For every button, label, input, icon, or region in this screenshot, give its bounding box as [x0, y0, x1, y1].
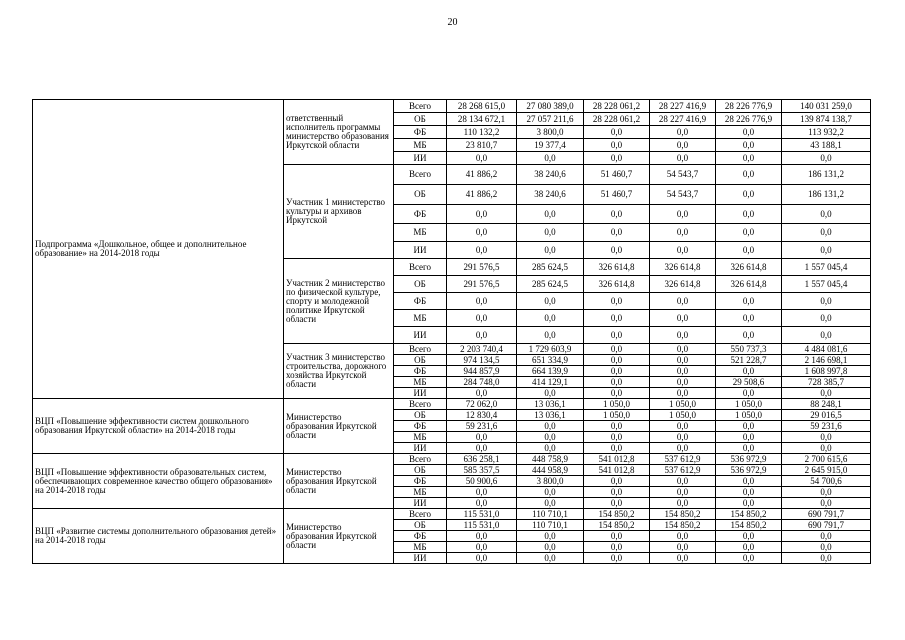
- funding-source-cell: ФБ: [394, 531, 447, 542]
- year-value-cell: 0,0: [716, 165, 782, 185]
- funding-source-cell: ОБ: [394, 355, 447, 366]
- year-value-cell: 0,0: [650, 553, 716, 564]
- table-row: [33, 509, 871, 520]
- year-value-cell: 0,0: [584, 327, 650, 344]
- total-value-cell: 0,0: [782, 531, 871, 542]
- year-value-cell: 284 748,0: [447, 377, 517, 388]
- year-value-cell: 636 258,1: [447, 454, 517, 465]
- program-name-cell: ВЦП «Развитие системы дополнительного образования детей» на 2014-2018 годы: [33, 509, 284, 564]
- funding-source-cell: ФБ: [394, 421, 447, 432]
- total-value-cell: 0,0: [782, 205, 871, 224]
- year-value-cell: 0,0: [584, 542, 650, 553]
- funding-source-cell: МБ: [394, 377, 447, 388]
- total-value-cell: 186 131,2: [782, 185, 871, 205]
- year-value-cell: 944 857,9: [447, 366, 517, 377]
- year-value-cell: 154 850,2: [716, 520, 782, 531]
- year-value-cell: 27 057 211,6: [517, 113, 584, 126]
- year-value-cell: 19 377,4: [517, 139, 584, 152]
- year-value-cell: 0,0: [447, 310, 517, 327]
- total-value-cell: 1 557 045,4: [782, 259, 871, 276]
- total-value-cell: 0,0: [782, 388, 871, 399]
- total-value-cell: 59 231,6: [782, 421, 871, 432]
- year-value-cell: 0,0: [650, 388, 716, 399]
- funding-source-cell: ФБ: [394, 293, 447, 310]
- year-value-cell: 0,0: [650, 293, 716, 310]
- budget-table: [32, 99, 871, 564]
- year-value-cell: 0,0: [650, 487, 716, 498]
- year-value-cell: 664 139,9: [517, 366, 584, 377]
- total-value-cell: 43 188,1: [782, 139, 871, 152]
- year-value-cell: 28 227 416,9: [650, 100, 716, 113]
- year-value-cell: 28 226 776,9: [716, 100, 782, 113]
- year-value-cell: 0,0: [584, 553, 650, 564]
- year-value-cell: 0,0: [716, 476, 782, 487]
- year-value-cell: 0,0: [650, 366, 716, 377]
- year-value-cell: 291 576,5: [447, 276, 517, 293]
- year-value-cell: 0,0: [447, 242, 517, 259]
- year-value-cell: 1 050,0: [584, 410, 650, 421]
- year-value-cell: 154 850,2: [584, 520, 650, 531]
- funding-source-cell: МБ: [394, 224, 447, 242]
- year-value-cell: 536 972,9: [716, 465, 782, 476]
- year-value-cell: 54 543,7: [650, 165, 716, 185]
- year-value-cell: 110 710,1: [517, 520, 584, 531]
- year-value-cell: 0,0: [584, 293, 650, 310]
- year-value-cell: 28 134 672,1: [447, 113, 517, 126]
- year-value-cell: 1 050,0: [716, 399, 782, 410]
- year-value-cell: 0,0: [447, 487, 517, 498]
- funding-source-cell: ИИ: [394, 443, 447, 454]
- executor-name-cell: Министерство образования Иркутской области: [284, 454, 394, 509]
- total-value-cell: 139 874 138,7: [782, 113, 871, 126]
- year-value-cell: 0,0: [650, 542, 716, 553]
- year-value-cell: 0,0: [517, 224, 584, 242]
- year-value-cell: 28 228 061,2: [584, 100, 650, 113]
- year-value-cell: 0,0: [517, 553, 584, 564]
- year-value-cell: 0,0: [716, 139, 782, 152]
- year-value-cell: 0,0: [716, 310, 782, 327]
- year-value-cell: 0,0: [447, 224, 517, 242]
- year-value-cell: 285 624,5: [517, 276, 584, 293]
- year-value-cell: 0,0: [517, 531, 584, 542]
- year-value-cell: 0,0: [650, 443, 716, 454]
- year-value-cell: 285 624,5: [517, 259, 584, 276]
- year-value-cell: 0,0: [584, 531, 650, 542]
- total-value-cell: 0,0: [782, 443, 871, 454]
- year-value-cell: 1 729 603,9: [517, 344, 584, 355]
- year-value-cell: 3 800,0: [517, 476, 584, 487]
- year-value-cell: 448 758,9: [517, 454, 584, 465]
- year-value-cell: 0,0: [584, 476, 650, 487]
- year-value-cell: 0,0: [650, 355, 716, 366]
- funding-source-cell: Всего: [394, 100, 447, 113]
- year-value-cell: 72 062,0: [447, 399, 517, 410]
- year-value-cell: 3 800,0: [517, 126, 584, 139]
- year-value-cell: 0,0: [716, 432, 782, 443]
- year-value-cell: 0,0: [517, 487, 584, 498]
- table-body: [33, 100, 871, 564]
- year-value-cell: 326 614,8: [650, 259, 716, 276]
- executor-name-cell: Участник 2 министерство по физической культуре, спорту и молодежной политике Иркутской области: [284, 259, 394, 344]
- year-value-cell: 0,0: [584, 421, 650, 432]
- year-value-cell: 537 612,9: [650, 465, 716, 476]
- year-value-cell: 0,0: [584, 224, 650, 242]
- year-value-cell: 291 576,5: [447, 259, 517, 276]
- total-value-cell: 2 700 615,6: [782, 454, 871, 465]
- year-value-cell: 110 710,1: [517, 509, 584, 520]
- year-value-cell: 0,0: [447, 327, 517, 344]
- funding-source-cell: ИИ: [394, 553, 447, 564]
- year-value-cell: 0,0: [517, 242, 584, 259]
- year-value-cell: 0,0: [447, 553, 517, 564]
- total-value-cell: 0,0: [782, 242, 871, 259]
- year-value-cell: 41 886,2: [447, 185, 517, 205]
- year-value-cell: 541 012,8: [584, 465, 650, 476]
- table-row: [33, 399, 871, 410]
- total-value-cell: 0,0: [782, 327, 871, 344]
- year-value-cell: 326 614,8: [584, 259, 650, 276]
- year-value-cell: 27 080 389,0: [517, 100, 584, 113]
- year-value-cell: 0,0: [650, 224, 716, 242]
- year-value-cell: 444 958,9: [517, 465, 584, 476]
- funding-source-cell: МБ: [394, 487, 447, 498]
- funding-source-cell: ФБ: [394, 205, 447, 224]
- total-value-cell: 690 791,7: [782, 509, 871, 520]
- total-value-cell: 113 932,2: [782, 126, 871, 139]
- executor-name-cell: Участник 1 министерство культуры и архивов Иркутской: [284, 165, 394, 259]
- total-value-cell: 0,0: [782, 553, 871, 564]
- year-value-cell: 0,0: [584, 487, 650, 498]
- year-value-cell: 0,0: [716, 205, 782, 224]
- total-value-cell: 0,0: [782, 224, 871, 242]
- year-value-cell: 0,0: [716, 487, 782, 498]
- year-value-cell: 0,0: [584, 355, 650, 366]
- year-value-cell: 0,0: [584, 498, 650, 509]
- year-value-cell: 0,0: [716, 542, 782, 553]
- year-value-cell: 0,0: [447, 388, 517, 399]
- year-value-cell: 326 614,8: [716, 259, 782, 276]
- year-value-cell: 585 357,5: [447, 465, 517, 476]
- total-value-cell: 2 645 915,0: [782, 465, 871, 476]
- total-value-cell: 1 557 045,4: [782, 276, 871, 293]
- total-value-cell: 0,0: [782, 432, 871, 443]
- funding-source-cell: ИИ: [394, 498, 447, 509]
- year-value-cell: 23 810,7: [447, 139, 517, 152]
- year-value-cell: 326 614,8: [650, 276, 716, 293]
- year-value-cell: 521 228,7: [716, 355, 782, 366]
- funding-source-cell: ОБ: [394, 520, 447, 531]
- year-value-cell: 0,0: [517, 542, 584, 553]
- total-value-cell: 2 146 698,1: [782, 355, 871, 366]
- year-value-cell: 0,0: [584, 242, 650, 259]
- executor-name-cell: Министерство образования Иркутской области: [284, 399, 394, 454]
- year-value-cell: 1 050,0: [650, 399, 716, 410]
- year-value-cell: 0,0: [584, 344, 650, 355]
- year-value-cell: 115 531,0: [447, 520, 517, 531]
- year-value-cell: 0,0: [584, 388, 650, 399]
- year-value-cell: 0,0: [584, 432, 650, 443]
- year-value-cell: 0,0: [650, 327, 716, 344]
- year-value-cell: 154 850,2: [584, 509, 650, 520]
- executor-name-cell: Министерство образования Иркутской области: [284, 509, 394, 564]
- year-value-cell: 38 240,6: [517, 185, 584, 205]
- year-value-cell: 0,0: [584, 152, 650, 165]
- year-value-cell: 28 227 416,9: [650, 113, 716, 126]
- year-value-cell: 0,0: [650, 242, 716, 259]
- year-value-cell: 0,0: [517, 432, 584, 443]
- funding-source-cell: ИИ: [394, 327, 447, 344]
- year-value-cell: 0,0: [650, 310, 716, 327]
- year-value-cell: 38 240,6: [517, 165, 584, 185]
- year-value-cell: 115 531,0: [447, 509, 517, 520]
- year-value-cell: 0,0: [447, 542, 517, 553]
- total-value-cell: 0,0: [782, 152, 871, 165]
- funding-source-cell: ОБ: [394, 410, 447, 421]
- funding-source-cell: ИИ: [394, 152, 447, 165]
- year-value-cell: 51 460,7: [584, 185, 650, 205]
- year-value-cell: 0,0: [584, 377, 650, 388]
- year-value-cell: 154 850,2: [716, 509, 782, 520]
- year-value-cell: 51 460,7: [584, 165, 650, 185]
- funding-source-cell: Всего: [394, 344, 447, 355]
- year-value-cell: 326 614,8: [716, 276, 782, 293]
- year-value-cell: 0,0: [650, 421, 716, 432]
- table-row: [33, 454, 871, 465]
- year-value-cell: 0,0: [716, 293, 782, 310]
- year-value-cell: 12 830,4: [447, 410, 517, 421]
- program-name-cell: ВЦП «Повышение эффективности образовательных систем, обеспечивающих современное качество общего образования» на 2014-2018 годы: [33, 454, 284, 509]
- year-value-cell: 0,0: [650, 476, 716, 487]
- year-value-cell: 0,0: [447, 443, 517, 454]
- year-value-cell: 28 228 061,2: [584, 113, 650, 126]
- total-value-cell: 690 791,7: [782, 520, 871, 531]
- year-value-cell: 0,0: [716, 126, 782, 139]
- funding-source-cell: ФБ: [394, 366, 447, 377]
- year-value-cell: 0,0: [716, 366, 782, 377]
- year-value-cell: 0,0: [716, 531, 782, 542]
- year-value-cell: 41 886,2: [447, 165, 517, 185]
- total-value-cell: 0,0: [782, 542, 871, 553]
- year-value-cell: 13 036,1: [517, 399, 584, 410]
- year-value-cell: 0,0: [447, 531, 517, 542]
- funding-source-cell: Всего: [394, 165, 447, 185]
- total-value-cell: 140 031 259,0: [782, 100, 871, 113]
- year-value-cell: 974 134,5: [447, 355, 517, 366]
- total-value-cell: 29 016,5: [782, 410, 871, 421]
- funding-source-cell: ОБ: [394, 185, 447, 205]
- year-value-cell: 0,0: [447, 498, 517, 509]
- funding-source-cell: МБ: [394, 139, 447, 152]
- year-value-cell: 0,0: [650, 531, 716, 542]
- year-value-cell: 326 614,8: [584, 276, 650, 293]
- year-value-cell: 0,0: [650, 344, 716, 355]
- table-row: [33, 100, 871, 113]
- year-value-cell: 1 050,0: [584, 399, 650, 410]
- year-value-cell: 541 012,8: [584, 454, 650, 465]
- year-value-cell: 1 050,0: [716, 410, 782, 421]
- year-value-cell: 651 334,9: [517, 355, 584, 366]
- year-value-cell: 0,0: [517, 327, 584, 344]
- total-value-cell: 88 248,1: [782, 399, 871, 410]
- year-value-cell: 29 508,6: [716, 377, 782, 388]
- total-value-cell: 0,0: [782, 310, 871, 327]
- year-value-cell: 0,0: [517, 310, 584, 327]
- funding-source-cell: МБ: [394, 542, 447, 553]
- funding-source-cell: МБ: [394, 432, 447, 443]
- year-value-cell: 0,0: [447, 205, 517, 224]
- page-number: 20: [447, 17, 458, 28]
- year-value-cell: 0,0: [650, 139, 716, 152]
- year-value-cell: 0,0: [716, 421, 782, 432]
- year-value-cell: 0,0: [447, 432, 517, 443]
- year-value-cell: 0,0: [584, 443, 650, 454]
- funding-source-cell: ИИ: [394, 242, 447, 259]
- total-value-cell: 186 131,2: [782, 165, 871, 185]
- year-value-cell: 2 203 740,4: [447, 344, 517, 355]
- year-value-cell: 154 850,2: [650, 520, 716, 531]
- year-value-cell: 0,0: [716, 327, 782, 344]
- total-value-cell: 1 608 997,8: [782, 366, 871, 377]
- year-value-cell: 28 226 776,9: [716, 113, 782, 126]
- year-value-cell: 537 612,9: [650, 454, 716, 465]
- year-value-cell: 550 737,3: [716, 344, 782, 355]
- funding-source-cell: ОБ: [394, 276, 447, 293]
- year-value-cell: 59 231,6: [447, 421, 517, 432]
- executor-name-cell: Участник 3 министерство строительства, дорожного хозяйства Иркутской области: [284, 344, 394, 399]
- year-value-cell: 0,0: [650, 126, 716, 139]
- year-value-cell: 0,0: [716, 443, 782, 454]
- funding-source-cell: Всего: [394, 509, 447, 520]
- executor-name-cell: ответственный исполнитель программы министерство образования Иркутской области: [284, 100, 394, 165]
- year-value-cell: 28 268 615,0: [447, 100, 517, 113]
- program-name-cell: ВЦП «Повышение эффективности систем дошкольного образования Иркутской области» на 2014-2018 годы: [33, 399, 284, 454]
- year-value-cell: 0,0: [517, 205, 584, 224]
- year-value-cell: 0,0: [716, 553, 782, 564]
- year-value-cell: 0,0: [517, 443, 584, 454]
- year-value-cell: 0,0: [716, 185, 782, 205]
- year-value-cell: 0,0: [650, 377, 716, 388]
- year-value-cell: 0,0: [584, 310, 650, 327]
- funding-source-cell: МБ: [394, 310, 447, 327]
- funding-source-cell: ФБ: [394, 126, 447, 139]
- year-value-cell: 0,0: [584, 205, 650, 224]
- funding-source-cell: ОБ: [394, 113, 447, 126]
- year-value-cell: 50 900,6: [447, 476, 517, 487]
- year-value-cell: 536 972,9: [716, 454, 782, 465]
- year-value-cell: 0,0: [650, 152, 716, 165]
- year-value-cell: 0,0: [716, 152, 782, 165]
- funding-source-cell: Всего: [394, 259, 447, 276]
- year-value-cell: 110 132,2: [447, 126, 517, 139]
- year-value-cell: 0,0: [447, 293, 517, 310]
- year-value-cell: 0,0: [716, 498, 782, 509]
- year-value-cell: 0,0: [517, 152, 584, 165]
- total-value-cell: 0,0: [782, 487, 871, 498]
- funding-source-cell: Всего: [394, 399, 447, 410]
- year-value-cell: 0,0: [650, 432, 716, 443]
- year-value-cell: 0,0: [584, 366, 650, 377]
- year-value-cell: 0,0: [517, 421, 584, 432]
- total-value-cell: 728 385,7: [782, 377, 871, 388]
- year-value-cell: 1 050,0: [650, 410, 716, 421]
- funding-source-cell: ОБ: [394, 465, 447, 476]
- year-value-cell: 0,0: [584, 126, 650, 139]
- year-value-cell: 0,0: [517, 388, 584, 399]
- year-value-cell: 0,0: [650, 205, 716, 224]
- funding-source-cell: ИИ: [394, 388, 447, 399]
- funding-source-cell: ФБ: [394, 476, 447, 487]
- total-value-cell: 54 700,6: [782, 476, 871, 487]
- year-value-cell: 0,0: [716, 224, 782, 242]
- year-value-cell: 0,0: [716, 388, 782, 399]
- total-value-cell: 0,0: [782, 498, 871, 509]
- year-value-cell: 414 129,1: [517, 377, 584, 388]
- year-value-cell: 0,0: [716, 242, 782, 259]
- year-value-cell: 0,0: [517, 498, 584, 509]
- year-value-cell: 54 543,7: [650, 185, 716, 205]
- total-value-cell: 4 484 081,6: [782, 344, 871, 355]
- year-value-cell: 0,0: [447, 152, 517, 165]
- year-value-cell: 154 850,2: [650, 509, 716, 520]
- program-name-cell: Подпрограмма «Дошкольное, общее и дополнительное образование» на 2014-2018 годы: [33, 100, 284, 399]
- year-value-cell: 13 036,1: [517, 410, 584, 421]
- year-value-cell: 0,0: [584, 139, 650, 152]
- total-value-cell: 0,0: [782, 293, 871, 310]
- year-value-cell: 0,0: [517, 293, 584, 310]
- funding-source-cell: Всего: [394, 454, 447, 465]
- year-value-cell: 0,0: [650, 498, 716, 509]
